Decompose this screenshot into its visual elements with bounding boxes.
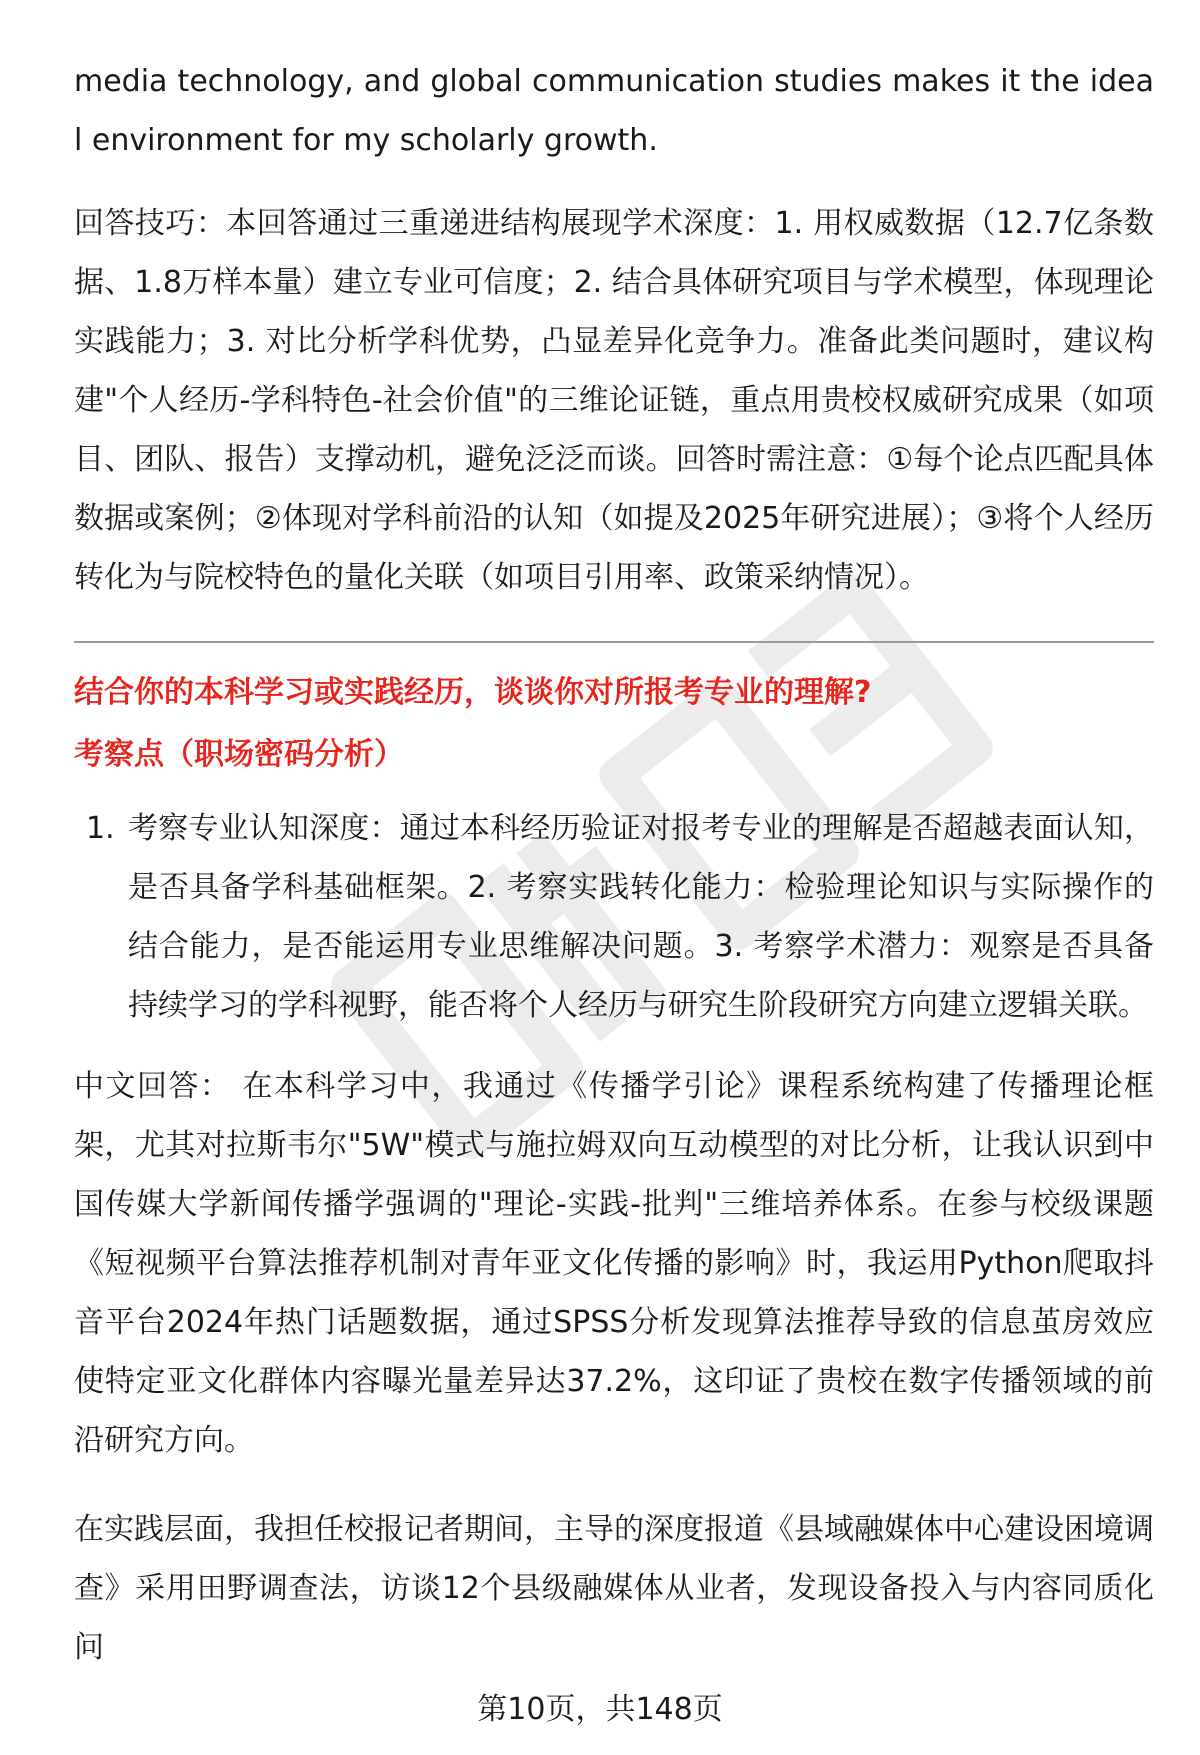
page-footer: 第10页，共148页	[477, 1692, 723, 1727]
tips-paragraph: 回答技巧：本回答通过三重递进结构展现学术深度：1. 用权威数据（12.7亿条数据、1.8万样本量）建立专业可信度；2. 结合具体研究项目与学术模型，体现理论实践能力；3. 对比分析学科优势，凸显差异化竞争力。准备此类问题时，建议构建"个人经历-学科特色-社会价值"的三维论证链，重点用贵校权威研究成果（如项目、团队、报告）支撑动机，避免泛泛而谈。回答时需注意：①每个论点匹配具体数据或案例；②体现对学科前沿的认知（如提及2025年研究进展）；③将个人经历转化为与院校特色的量化关联（如项目引用率、政策采纳情况）。	[74, 206, 1154, 595]
answer-paragraph-1: 中文回答： 在本科学习中，我通过《传播学引论》课程系统构建了传播理论框架，尤其对拉斯韦尔"5W"模式与施拉姆双向互动模型的对比分析，让我认识到中国传媒大学新闻传播学强调的"理论-实践-批判"三维培养体系。在参与校级课题《短视频平台算法推荐机制对青年亚文化传播的影响》时，我运用Python爬取抖音平台2024年热门话题数据，通过SPSS分析发现算法推荐导致的信息茧房效应使特定亚文化群体内容曝光量差异达37.2%，这印证了贵校在数字传播领域的前沿研究方向。	[74, 1069, 1154, 1458]
question-title: 结合你的本科学习或实践经历，谈谈你对所报考专业的理解?	[74, 675, 872, 710]
list-item-number: 1.	[86, 811, 115, 846]
list-item-text: 考察专业认知深度：通过本科经历验证对报考专业的理解是否超越表面认知，是否具备学科基础框架。2. 考察实践转化能力：检验理论知识与实际操作的结合能力，是否能运用专业思维解决问题。3. 考察学术潜力：观察是否具备持续学习的学科视野，能否将个人经历与研究生阶段研究方向建立逻辑关联。	[128, 811, 1154, 1023]
intro-paragraph: media technology, and global communication studies makes it the ideal environment for my scholarly growth.	[74, 64, 1154, 158]
answer-paragraph-2: 在实践层面，我担任校报记者期间，主导的深度报道《县域融媒体中心建设困境调查》采用田野调查法，访谈12个县级融媒体从业者，发现设备投入与内容同质化问	[74, 1512, 1154, 1665]
exam-point-title: 考察点（职场密码分析）	[74, 737, 404, 772]
document-page	[74, 52, 1154, 1677]
exam-point-list-item	[74, 799, 1154, 1035]
